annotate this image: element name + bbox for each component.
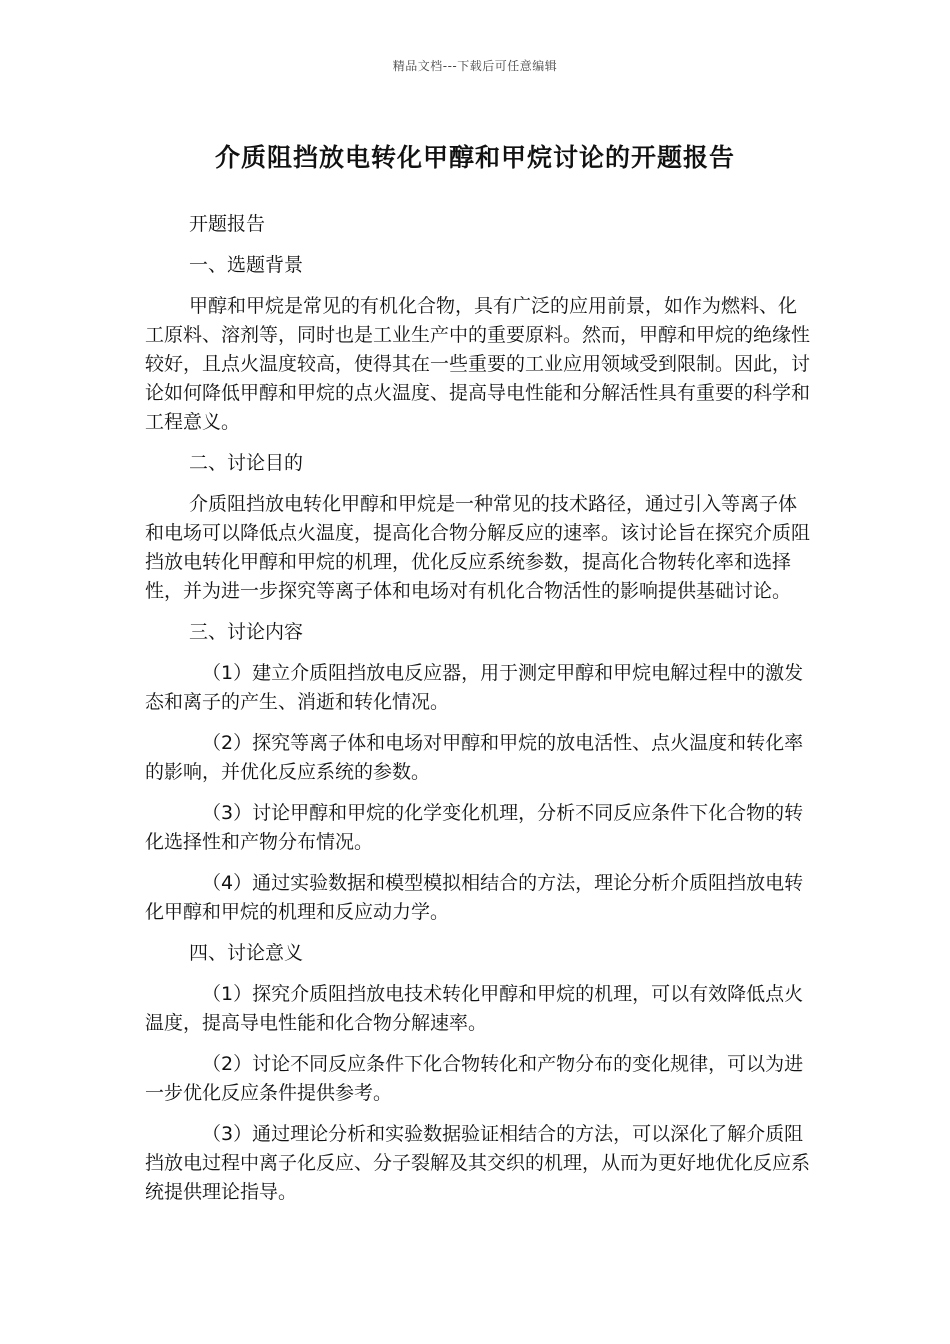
document-title: 介质阻挡放电转化甲醇和甲烷讨论的开题报告 bbox=[214, 143, 735, 172]
document-body bbox=[145, 210, 810, 1219]
section-heading: 开题报告 bbox=[189, 213, 266, 235]
list-item: （4）通过实验数据和模型模拟相结合的方法，理论分析介质阻挡放电转化甲醇和甲烷的机理和反应动力学。 bbox=[145, 872, 804, 923]
list-item: （1）探究介质阻挡放电技术转化甲醇和甲烷的机理，可以有效降低点火温度，提高导电性能和化合物分解速率。 bbox=[145, 983, 804, 1034]
page-header: 精品文档---下载后可任意编辑 bbox=[392, 59, 558, 73]
section-heading: 一、选题背景 bbox=[189, 254, 304, 276]
section-heading: 二、讨论目的 bbox=[189, 452, 304, 474]
section-heading: 三、讨论内容 bbox=[189, 621, 304, 643]
paragraph: 甲醇和甲烷是常见的有机化合物，具有广泛的应用前景，如作为燃料、化工原料、溶剂等，同时也是工业生产中的重要原料。然而，甲醇和甲烷的绝缘性较好，且点火温度较高，使得其在一些重要的工业应用领域受到限制。因此，讨论如何降低甲醇和甲烷的点火温度、提高导电性能和分解活性具有重要的科学和工程意义。 bbox=[145, 295, 811, 433]
list-item: （2）探究等离子体和电场对甲醇和甲烷的放电活性、点火温度和转化率的影响，并优化反应系统的参数。 bbox=[145, 732, 804, 783]
list-item: （3）讨论甲醇和甲烷的化学变化机理，分析不同反应条件下化合物的转化选择性和产物分布情况。 bbox=[145, 802, 804, 853]
paragraph: 介质阻挡放电转化甲醇和甲烷是一种常见的技术路径，通过引入等离子体和电场可以降低点火温度，提高化合物分解反应的速率。该讨论旨在探究介质阻挡放电转化甲醇和甲烷的机理，优化反应系统参数，提高化合物转化率和选择性，并为进一步探究等离子体和电场对有机化合物活性的影响提供基础讨论。 bbox=[145, 493, 811, 602]
list-item: （3）通过理论分析和实验数据验证相结合的方法，可以深化了解介质阻挡放电过程中离子化反应、分子裂解及其交织的机理，从而为更好地优化反应系统提供理论指导。 bbox=[145, 1123, 811, 1203]
list-item: （1）建立介质阻挡放电反应器，用于测定甲醇和甲烷电解过程中的激发态和离子的产生、消逝和转化情况。 bbox=[145, 662, 804, 713]
list-item: （2）讨论不同反应条件下化合物转化和产物分布的变化规律，可以为进一步优化反应条件提供参考。 bbox=[145, 1053, 804, 1104]
section-heading: 四、讨论意义 bbox=[189, 942, 304, 964]
